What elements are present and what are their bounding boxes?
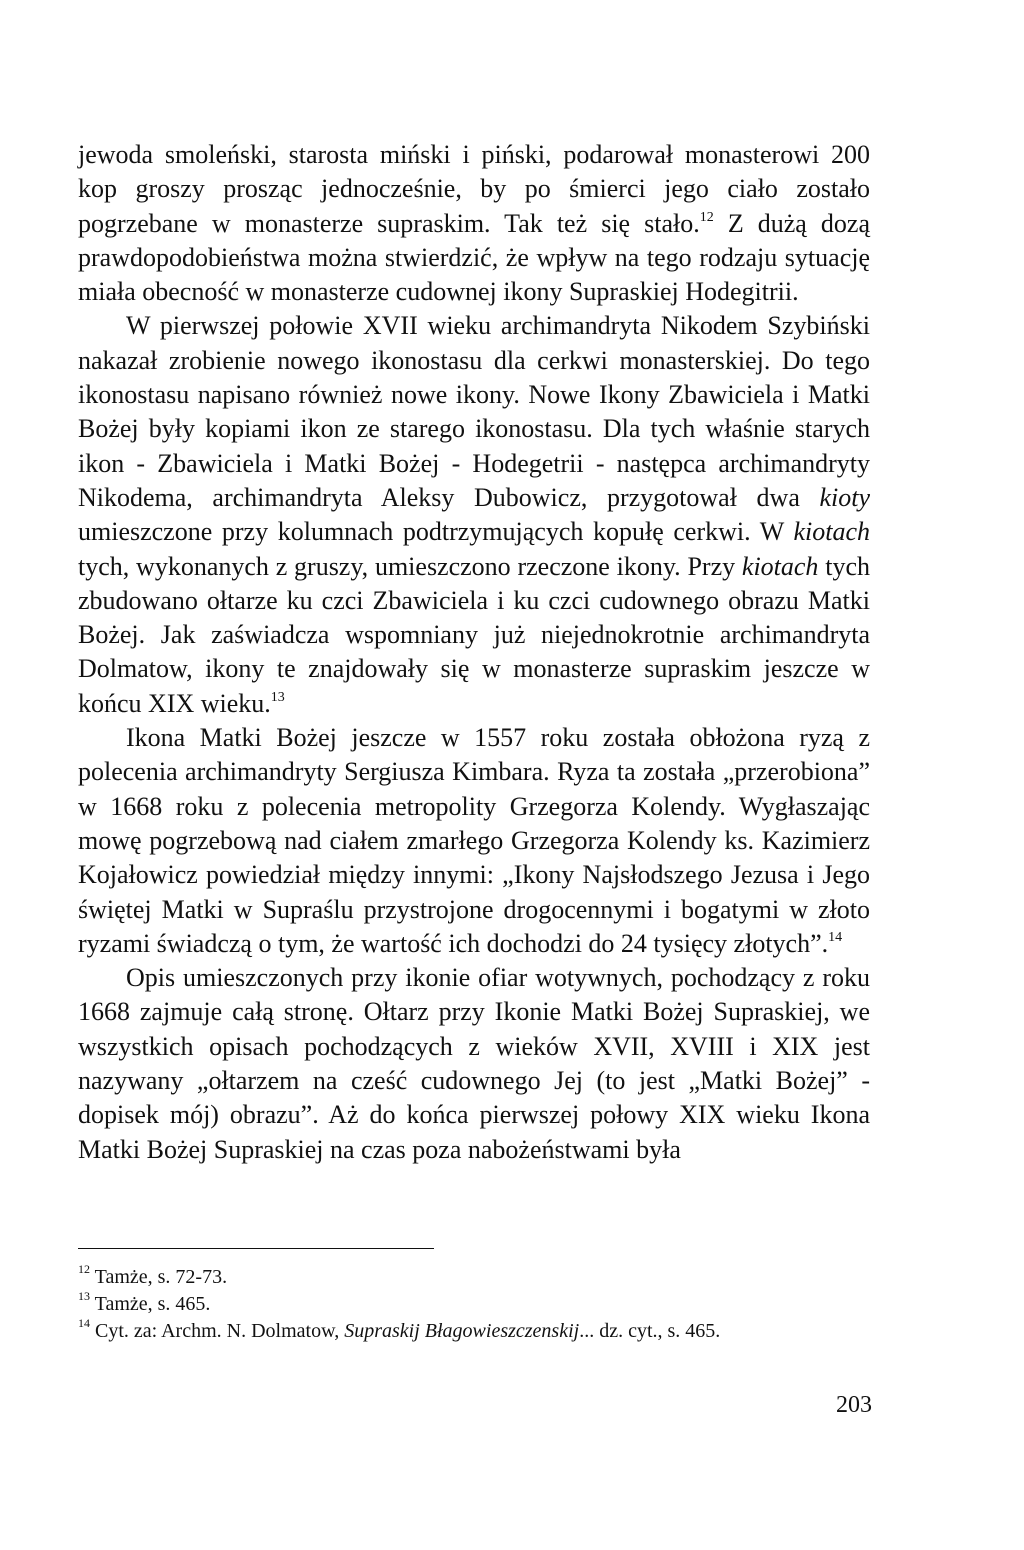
footnote-text: Tamże, s. 72-73. bbox=[90, 1266, 228, 1288]
paragraph-2-text-a: W pierwszej połowie XVII wieku archimandryta Nikodem Szybiński nakazał zrobienie nowego ikonostasu dla cerkwi monasterskiej. Do tego ikonostasu napisano również nowe ikony. Nowe Ikony Zbawiciela i Matki Bożej były kopiami ikon ze starego ikonostasu. Dla tych właśnie starych ikon - Zbawiciela i Matki Bożej - Hodegetrii - następca archimandryty Nikodema, archimandryta Aleksy Dubowicz, przygotował dwa bbox=[78, 311, 870, 512]
footnote-ref-12[interactable]: 12 bbox=[699, 209, 714, 225]
footnote-14 bbox=[78, 1318, 870, 1345]
paragraph-2-text-b: umieszczone przy kolumnach podtrzymujących kopułę cerkwi. W bbox=[78, 517, 794, 547]
footnote-number: 12 bbox=[78, 1262, 90, 1277]
footnote-text-b: ... dz. cyt., s. 465. bbox=[579, 1320, 721, 1342]
footnote-italic-title: Supraskij Błagowieszczenskij bbox=[344, 1320, 580, 1342]
paragraph-1-text-b: Z dużą dozą prawdopodobieństwa można stwierdzić, że wpływ na tego rodzaju sytuację miała obecność w monasterze cudownej ikony Supraskiej Hodegitrii. bbox=[78, 208, 870, 307]
paragraph-1 bbox=[78, 138, 870, 309]
footnote-13 bbox=[78, 1291, 870, 1318]
paragraph-2-text-c: tych, wykonanych z gruszy, umieszczono rzeczone ikony. Przy bbox=[78, 551, 742, 581]
footnote-divider bbox=[78, 1248, 434, 1249]
paragraph-3-text-a: Ikona Matki Bożej jeszcze w 1557 roku została obłożona ryzą z polecenia archimandryty Sergiusza Kimbara. Ryza ta została „przerobiona” w 1668 roku z polecenia metropolity Grzegorza Kolendy. Wygłaszając mowę pogrzebową nad ciałem zmarłego Grzegorza Kolendy ks. Kazimierz Kojałowicz powiedział między innymi: „Ikony Najsłodszego Jezusa i Jego świętej Matki w Supraślu przystrojone drogocennymi i bogatymi w złoto ryzami świadczą o tym, że wartość ich dochodzi do 24 tysięcy złotych”. bbox=[78, 723, 870, 958]
footnote-ref-14[interactable]: 14 bbox=[828, 930, 843, 946]
footnote-12 bbox=[78, 1264, 870, 1291]
paragraph-3 bbox=[78, 721, 870, 961]
italic-term-kioty: kioty bbox=[819, 482, 870, 512]
italic-term-kiotach-2: kiotach bbox=[741, 551, 819, 581]
main-text bbox=[78, 138, 870, 1167]
footnote-text: Tamże, s. 465. bbox=[90, 1293, 211, 1315]
page-number: 203 bbox=[836, 1392, 872, 1418]
paragraph-2 bbox=[78, 309, 870, 721]
paragraph-4: Opis umieszczonych przy ikonie ofiar wotywnych, pochodzący z roku 1668 zajmuje całą stronę. Ołtarz przy Ikonie Matki Bożej Supraskiej, we wszystkich opisach pochodzących z wieków XVII, XVIII i XIX jest nazywany „ołtarzem na cześć cudownego Jej (to jest „Matki Bożej” - dopisek mój) obrazu”. Aż do końca pierwszej połowy XIX wieku Ikona Matki Bożej Supraskiej na czas poza nabożeństwami była bbox=[78, 963, 870, 1164]
footnote-number: 14 bbox=[78, 1316, 90, 1331]
italic-term-kiotach-1: kiotach bbox=[793, 517, 870, 547]
paragraph-1-text-a: jewoda smoleński, starosta miński i piński, podarował monasterowi 200 kop groszy prosząc jednocześnie, by po śmierci jego ciało zostało pogrzebane w monasterze supraskim. Tak też się stało. bbox=[78, 140, 870, 238]
footnote-text-a: Cyt. za: Archm. N. Dolmatow, bbox=[90, 1320, 345, 1342]
footnote-number: 13 bbox=[78, 1289, 90, 1304]
footnote-ref-13[interactable]: 13 bbox=[270, 690, 285, 706]
paragraph-2-text-d: tych zbudowano ołtarze ku czci Zbawiciela i ku czci cudownego obrazu Matki Bożej. Jak zaświadcza wspomniany już niejednokrotnie archimandryta Dolmatow, ikony te znajdowały się w monasterze supraskim jeszcze w końcu XIX wieku. bbox=[78, 551, 870, 718]
footnotes bbox=[78, 1264, 870, 1345]
